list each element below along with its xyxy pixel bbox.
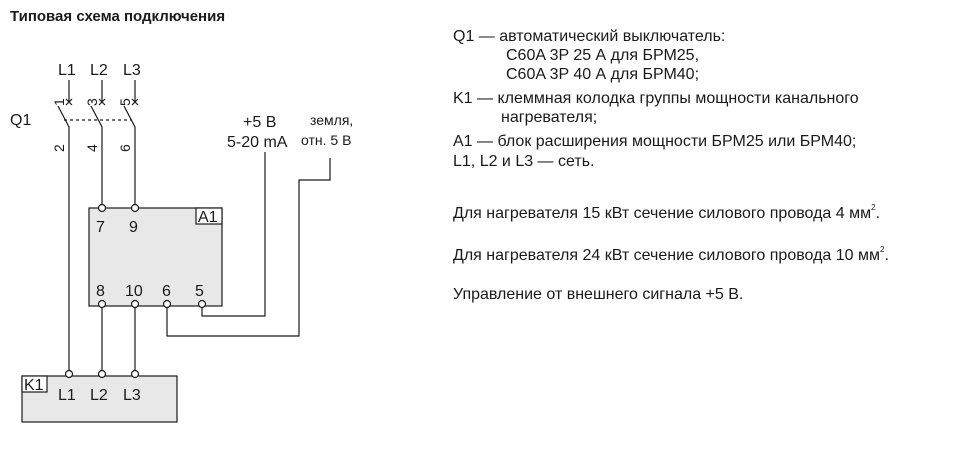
note-24kw [453, 240, 889, 265]
legend-q1-variant-40: C60A 3P 40 А для БРМ40; [506, 66, 700, 83]
line-label-l3: L3 [123, 62, 141, 79]
terminal-5 [199, 301, 206, 308]
legend-q1-variant-25: C60A 3P 25 А для БРМ25, [506, 47, 700, 64]
note-15kw-dot: . [875, 205, 881, 222]
note-15kw-text: Для нагревателя 15 кВт сечение силового провода 4 мм [453, 205, 872, 222]
page-title: Типовая схема подключения [10, 8, 226, 25]
a1-pin-7: 7 [96, 219, 105, 236]
ground-label-2: отн. 5 В [301, 132, 352, 148]
legend-a1: A1 — блок расширения мощности БРМ25 или БРМ40; [453, 133, 857, 150]
legend-q1: Q1 — автоматический выключатель: [453, 28, 726, 45]
legend-k1-cont: нагревателя; [501, 109, 598, 126]
k1-terminal-l3: L3 [123, 387, 141, 404]
terminal-10 [132, 301, 139, 308]
legend-network: L1, L2 и L3 — сеть. [453, 153, 595, 170]
a1-pin-8: 8 [96, 283, 105, 300]
terminal-k1-l3 [132, 371, 139, 378]
terminal-k1-l2 [99, 371, 106, 378]
a1-pin-9: 9 [129, 219, 138, 236]
q1-pin-4: 4 [84, 144, 100, 152]
note-15kw-sq: 2 [871, 203, 876, 212]
note-24kw-text: Для нагревателя 24 кВт сечение силового провода 10 мм [453, 247, 880, 264]
line-label-l1: L1 [58, 62, 76, 79]
signal-label-voltage: +5 В [243, 114, 277, 131]
terminal-7 [99, 205, 106, 212]
k1-label: K1 [24, 377, 44, 394]
legend-k1: K1 — клеммная колодка группы мощности канального [453, 90, 859, 107]
a1-pin-5: 5 [195, 283, 204, 300]
q1-label: Q1 [10, 112, 32, 129]
q1-pin-3: 3 [84, 98, 100, 106]
line-label-l2: L2 [90, 62, 108, 79]
a1-pin-6: 6 [162, 283, 171, 300]
q1-pin-1: 1 [51, 98, 67, 106]
a1-pin-10: 10 [125, 283, 143, 300]
terminal-6 [164, 301, 171, 308]
note-24kw-dot: . [884, 247, 889, 264]
note-24kw-sq: 2 [880, 245, 885, 254]
control-note: Управление от внешнего сигнала +5 В. [453, 286, 744, 303]
terminal-8 [99, 301, 106, 308]
q1-pin-2: 2 [51, 144, 67, 152]
k1-terminal-l2: L2 [90, 387, 108, 404]
a1-label: A1 [198, 209, 218, 226]
k1-terminal-l1: L1 [58, 387, 76, 404]
ground-label-1: земля, [310, 112, 354, 128]
note-15kw [453, 198, 880, 223]
wire-l1 [58, 80, 69, 372]
signal-label-current: 5-20 mA [227, 134, 288, 151]
terminal-k1-l1 [66, 371, 73, 378]
q1-pin-5: 5 [117, 98, 133, 106]
q1-pin-6: 6 [117, 144, 133, 152]
terminal-9 [132, 205, 139, 212]
